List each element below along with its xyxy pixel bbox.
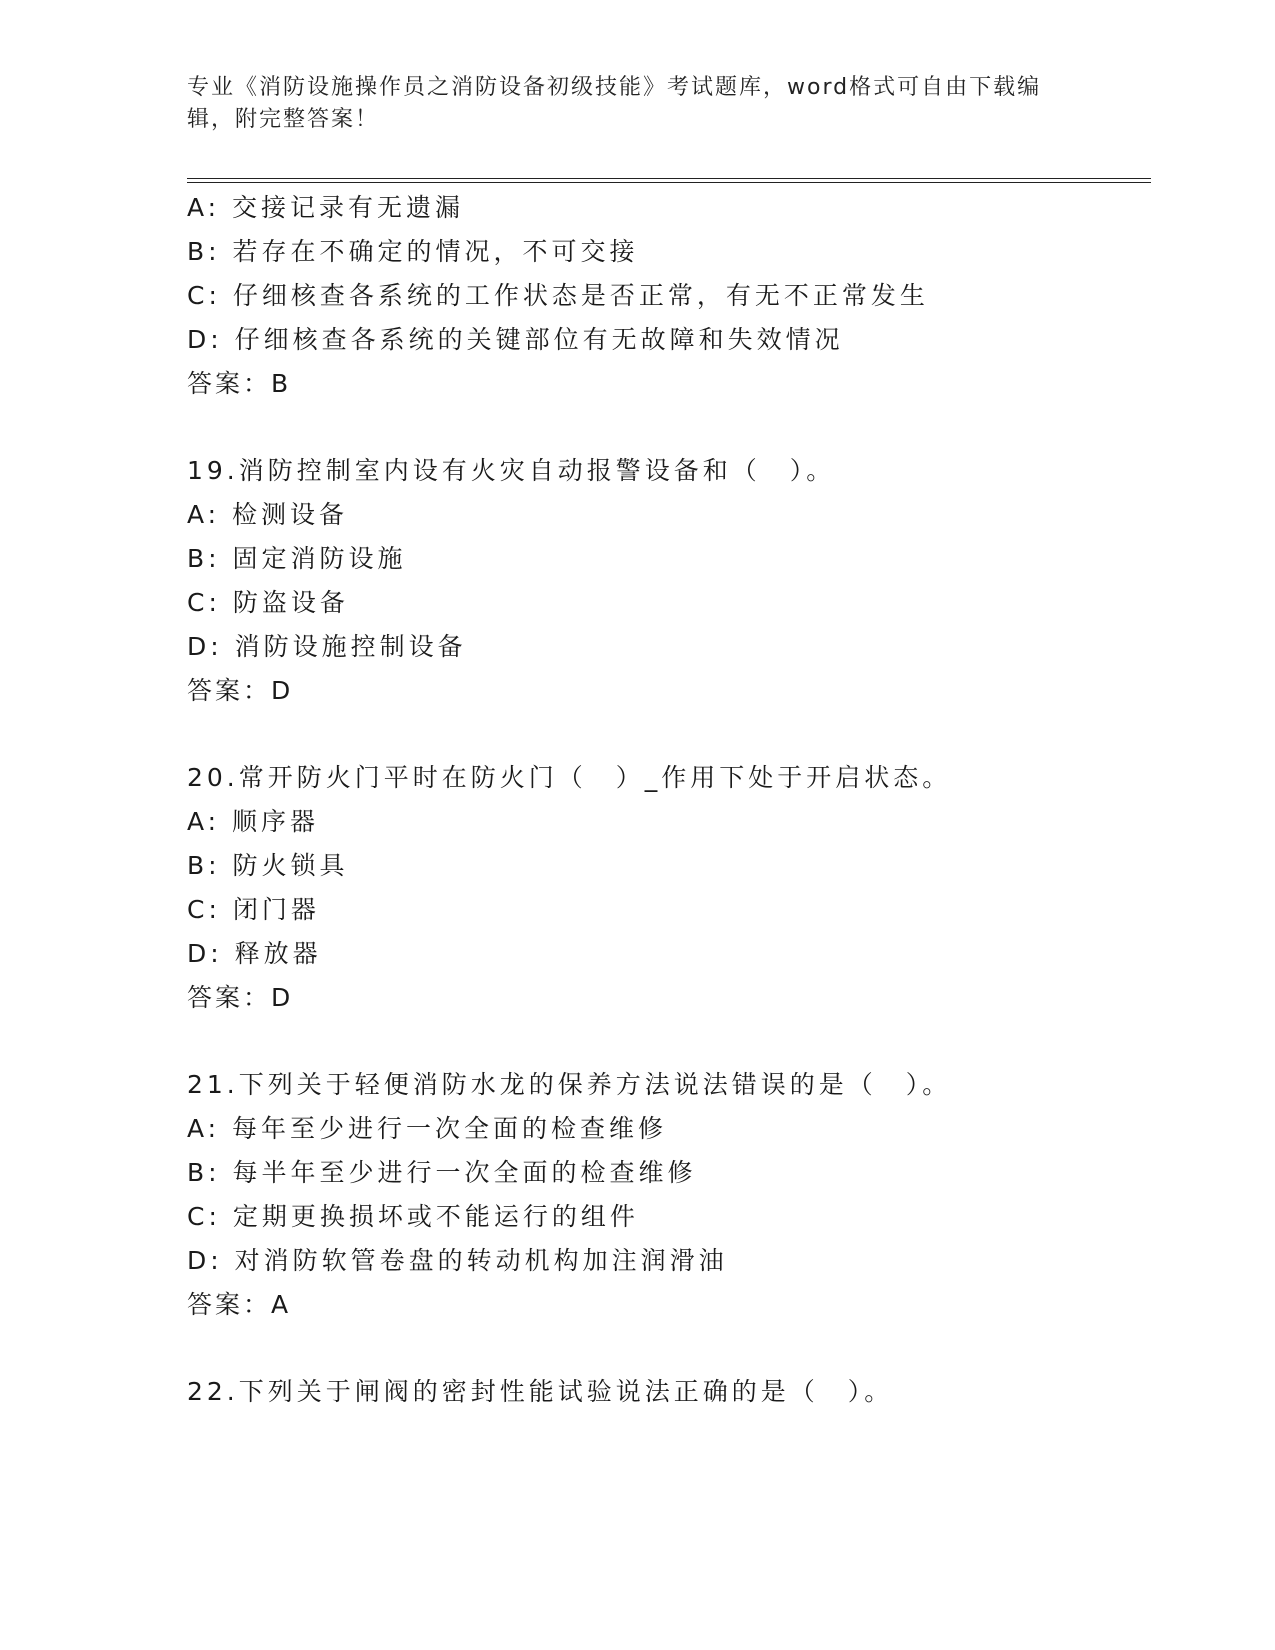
- answer: 答案：D: [187, 983, 294, 1012]
- option-a: A: 每年至少进行一次全面的检查维修: [187, 1114, 668, 1143]
- option-c: C: 定期更换损坏或不能运行的组件: [187, 1202, 639, 1231]
- option-a: A: 顺序器: [187, 807, 320, 836]
- option-b: B: 每半年至少进行一次全面的检查维修: [187, 1158, 697, 1187]
- question-stem: 19.消防控制室内设有火灾自动报警设备和（ ）。: [187, 456, 836, 485]
- header-line-2: 辑，附完整答案！: [187, 107, 380, 132]
- option-d: D: 释放器: [187, 939, 322, 968]
- document-header: [187, 72, 1087, 136]
- option-b: B: 固定消防设施: [187, 544, 407, 573]
- header-divider: [187, 178, 1151, 183]
- option-a: A: 检测设备: [187, 500, 349, 529]
- option-c: C: 闭门器: [187, 895, 320, 924]
- option-c: C: 防盗设备: [187, 588, 349, 617]
- option-d: D: 对消防软管卷盘的转动机构加注润滑油: [187, 1246, 728, 1275]
- answer: 答案：D: [187, 676, 294, 705]
- header-line-1: 专业《消防设施操作员之消防设备初级技能》考试题库，word格式可自由下载编: [187, 75, 1042, 100]
- question-stem: 21.下列关于轻便消防水龙的保养方法说法错误的是（ ）。: [187, 1070, 952, 1099]
- option-c: C: 仔细核查各系统的工作状态是否正常，有无不正常发生: [187, 281, 929, 310]
- option-d: D: 消防设施控制设备: [187, 632, 467, 661]
- option-a: A: 交接记录有无遗漏: [187, 193, 465, 222]
- question-stem: 20.常开防火门平时在防火门（ ）_作用下处于开启状态。: [187, 763, 952, 792]
- answer: 答案：B: [187, 369, 292, 398]
- option-b: B: 防火锁具: [187, 851, 349, 880]
- option-d: D: 仔细核查各系统的关键部位有无故障和失效情况: [187, 325, 844, 354]
- answer: 答案：A: [187, 1290, 292, 1319]
- option-b: B: 若存在不确定的情况，不可交接: [187, 237, 639, 266]
- question-stem: 22.下列关于闸阀的密封性能试验说法正确的是（ ）。: [187, 1377, 894, 1406]
